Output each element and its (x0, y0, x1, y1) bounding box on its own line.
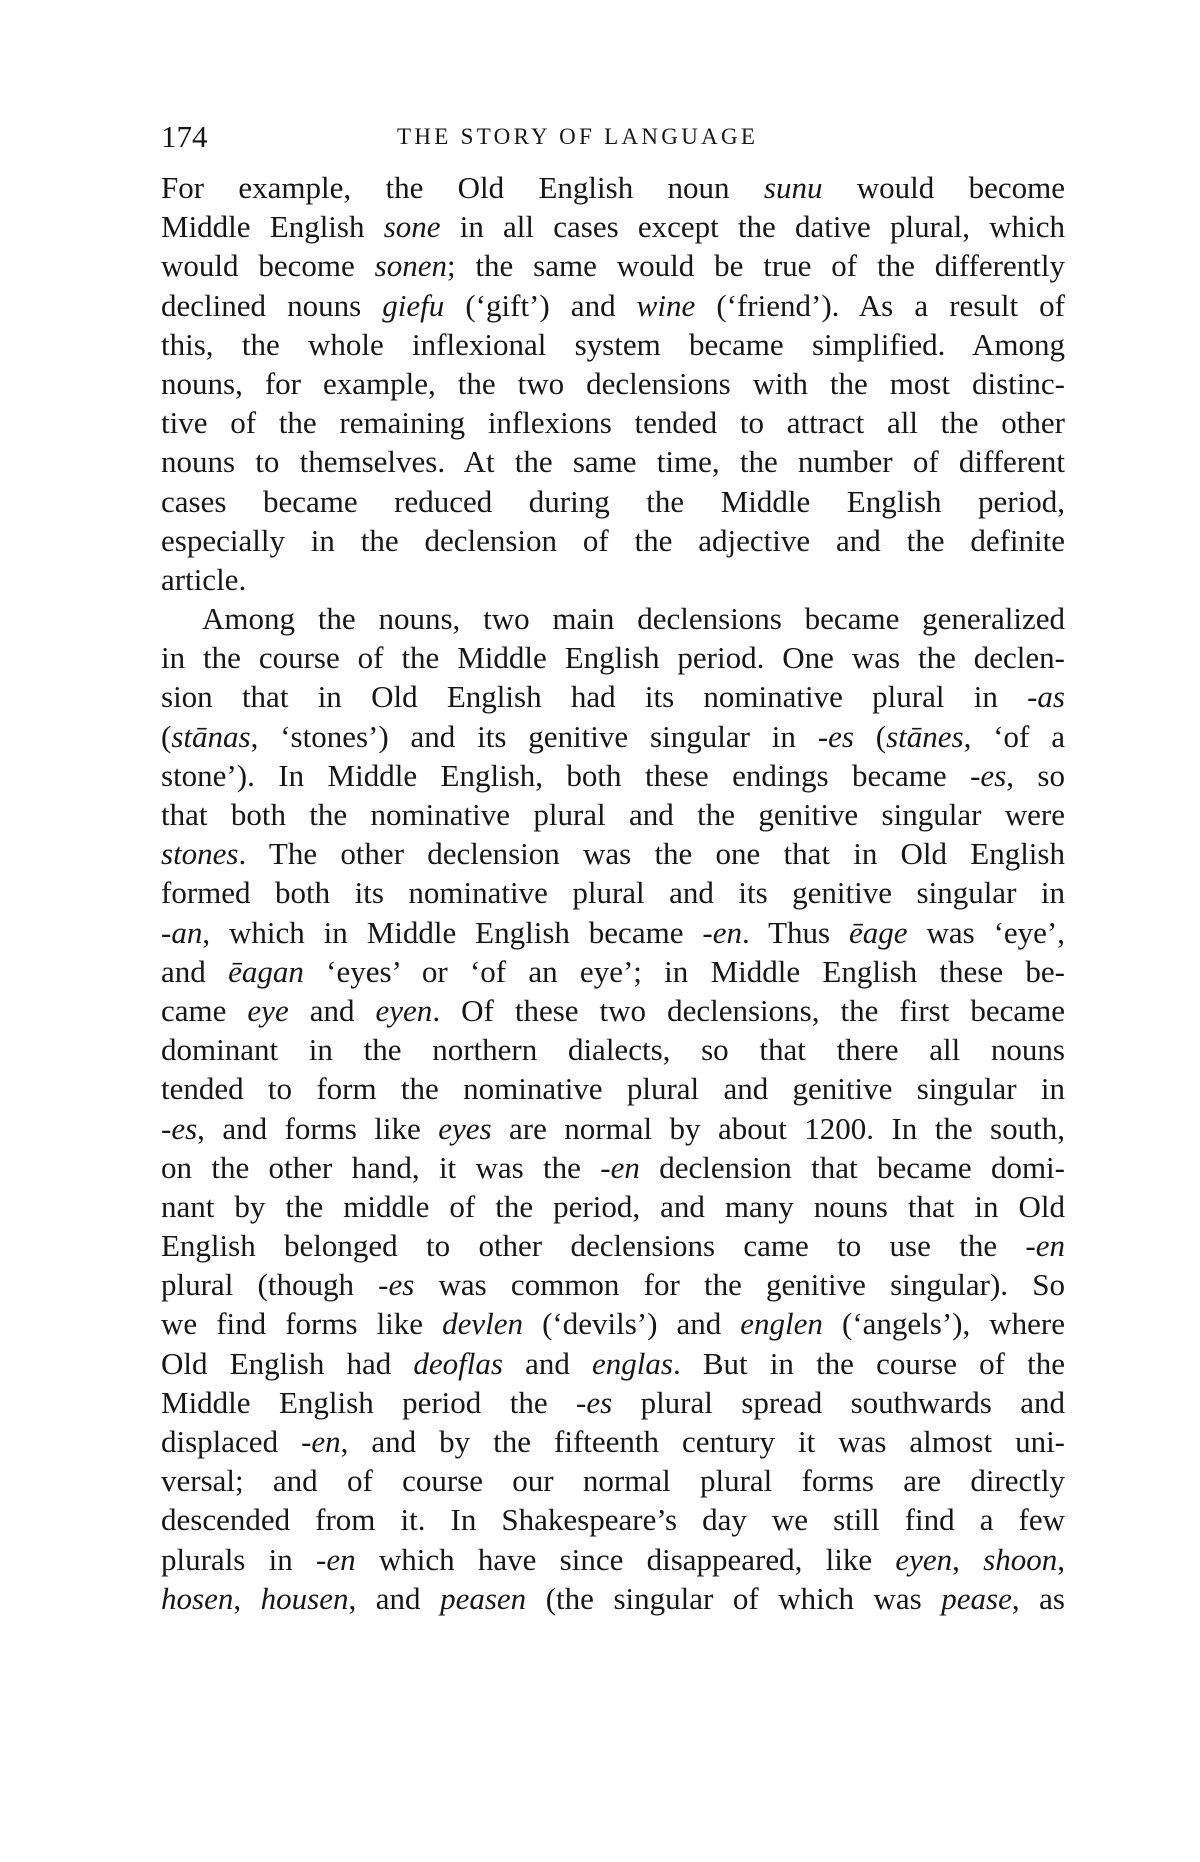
text-run: , (233, 1580, 261, 1616)
text-run: and (161, 953, 229, 989)
text-run: would become (822, 170, 1065, 205)
text-run: formed both its nominative plural and its genitive singular in (161, 875, 1065, 911)
italic-term: pease (941, 1580, 1012, 1616)
text-run: . Thus (741, 914, 849, 950)
text-run: in all cases except the dative plural, which (440, 209, 1065, 245)
italic-term: -es (378, 1267, 415, 1303)
text-run: we find forms like (161, 1306, 443, 1342)
text-run: are normal by about 1200. In the south, (491, 1110, 1065, 1146)
italic-term: housen (260, 1580, 349, 1616)
text-line (161, 756, 1065, 795)
text-run: (‘friend’). As a result of (695, 287, 1065, 323)
page-header (161, 112, 1061, 162)
text-run: which have since disappeared, like (355, 1541, 896, 1577)
text-line (161, 1226, 1065, 1265)
text-run: , (1057, 1541, 1065, 1577)
italic-term: eyen (895, 1541, 953, 1577)
text-run: plural (though (161, 1267, 379, 1303)
text-run: (‘devils’) and (523, 1306, 741, 1342)
text-run: Middle English (161, 209, 384, 245)
text-line (161, 364, 1065, 403)
italic-term: stānas (171, 718, 251, 754)
text-run: plural spread southwards and (612, 1384, 1065, 1420)
text-line (161, 991, 1065, 1030)
text-run: Old English had (161, 1345, 414, 1381)
text-run: would become (161, 248, 375, 284)
text-run: was common for the genitive singular). So (414, 1267, 1065, 1303)
italic-term: englas (592, 1345, 673, 1381)
text-line (161, 325, 1065, 364)
text-line (161, 913, 1065, 952)
text-run: ( (161, 718, 172, 754)
italic-term: -en (316, 1541, 356, 1577)
text-run: that both the nominative plural and the genitive singular were (161, 797, 1065, 832)
text-run: For example, the Old English noun (161, 170, 764, 205)
text-run: , which in Middle English became (202, 914, 703, 950)
italic-term: -es (576, 1384, 613, 1420)
paragraph (161, 599, 1065, 1618)
text-line (161, 952, 1065, 991)
text-line (161, 442, 1065, 481)
text-run: tive of the remaining inflexions tended to attract all the other (161, 405, 1065, 441)
text-run: ‘eyes’ or ‘of an eye’; in Middle English these be- (303, 953, 1066, 989)
text-line (161, 717, 1065, 756)
text-line (161, 677, 1065, 716)
text-run: stone’). In Middle English, both these endings became (161, 757, 971, 793)
italic-term: deoflas (413, 1345, 503, 1381)
text-line (161, 168, 1065, 207)
text-run: and (288, 992, 376, 1028)
text-line (161, 1344, 1065, 1383)
text-line (161, 1187, 1065, 1226)
text-run: plurals in (161, 1541, 316, 1577)
italic-term: sunu (763, 170, 823, 205)
text-run: nant by the middle of the period, and many nouns that in Old (161, 1188, 1065, 1224)
text-line (161, 286, 1065, 325)
text-run: tended to form the nominative plural and genitive singular in (161, 1071, 1065, 1107)
text-run: Among the nouns, two main declensions became generalized (202, 601, 1065, 637)
text-line (161, 560, 1065, 599)
text-run: English belonged to other declensions came to use the (161, 1228, 1026, 1264)
italic-term: hosen (161, 1580, 234, 1616)
text-line (161, 403, 1065, 442)
text-run: , as (1011, 1580, 1065, 1616)
text-run: , (952, 1541, 984, 1577)
running-head: THE STORY OF LANGUAGE (397, 124, 759, 149)
text-run: . Of these two declensions, the first became (432, 992, 1066, 1028)
text-run: (‘gift’) and (444, 287, 637, 323)
italic-term: eye (247, 992, 289, 1028)
italic-term: -es (970, 757, 1007, 793)
italic-term: -es (161, 1110, 198, 1146)
text-run: . The other declension was the one that in Old English (238, 836, 1065, 872)
text-run: Middle English period the (161, 1384, 576, 1420)
text-run: was ‘eye’, (907, 914, 1065, 950)
italic-term: giefu (382, 287, 445, 323)
text-run: this, the whole inflexional system became simplified. Among (161, 326, 1065, 362)
text-run: descended from it. In Shakespeare’s day we still find a few (161, 1502, 1065, 1538)
italic-term: sonen (374, 248, 447, 284)
page-number: 174 (161, 119, 208, 154)
text-run: article. (161, 561, 247, 597)
text-run: (the singular of which was (526, 1580, 942, 1616)
text-run: came (161, 992, 248, 1028)
text-run: , so (1006, 757, 1065, 793)
text-line (161, 1304, 1065, 1343)
paragraph (161, 168, 1065, 599)
italic-term: -as (1027, 679, 1065, 715)
text-line (161, 1461, 1065, 1500)
italic-term: -es (817, 718, 854, 754)
text-run: nouns, for example, the two declensions with the most distinc- (161, 365, 1065, 401)
italic-term: ēagan (228, 953, 304, 989)
italic-term: -en (1025, 1228, 1065, 1264)
italic-term: -an (161, 914, 203, 950)
italic-term: stones (161, 836, 239, 872)
text-line (161, 1148, 1065, 1187)
text-run: declined nouns (161, 287, 383, 323)
italic-term: -en (600, 1149, 640, 1185)
text-line (161, 1383, 1065, 1422)
body-text (161, 168, 1065, 1618)
text-line (161, 1109, 1065, 1148)
text-line (161, 873, 1065, 912)
text-run: declension that became domi- (639, 1149, 1065, 1185)
italic-term: peasen (440, 1580, 527, 1616)
italic-term: sone (383, 209, 441, 245)
italic-term: devlen (442, 1306, 524, 1342)
text-line (161, 1579, 1065, 1618)
italic-term: englen (740, 1306, 823, 1342)
text-line (161, 246, 1065, 285)
text-run: , and (348, 1580, 441, 1616)
text-run: ; the same would be true of the differently (446, 248, 1065, 284)
text-run: and (502, 1345, 593, 1381)
text-line (161, 1422, 1065, 1461)
text-run: . But in the course of the (672, 1345, 1065, 1381)
text-run: dominant in the northern dialects, so that there all nouns (161, 1032, 1065, 1068)
italic-term: eyen (375, 992, 433, 1028)
italic-term: -en (301, 1424, 341, 1459)
text-run: (‘angels’), where (822, 1306, 1066, 1342)
text-line (161, 1030, 1065, 1069)
text-run: sion that in Old English had its nominative plural in (161, 679, 1028, 715)
text-run: , ‘of a (963, 718, 1065, 754)
text-line (161, 1500, 1065, 1539)
italic-term: stānes (886, 718, 964, 754)
italic-term: -en (702, 914, 742, 950)
text-line (161, 1540, 1065, 1579)
text-run: , and by the fifteenth century it was almost uni- (340, 1424, 1066, 1459)
text-run: , ‘stones’) and its genitive singular in (250, 718, 818, 754)
text-run: cases became reduced during the Middle English period, (161, 483, 1065, 519)
text-line (161, 521, 1065, 560)
text-run: on the other hand, it was the (161, 1149, 601, 1185)
italic-term: ēage (849, 914, 908, 950)
text-line (161, 482, 1065, 521)
text-line (161, 599, 1065, 638)
text-run: versal; and of course our normal plural forms are directly (161, 1463, 1065, 1499)
text-line (161, 207, 1065, 246)
text-run: ( (853, 718, 887, 754)
text-line (161, 795, 1065, 834)
text-line (161, 1069, 1065, 1108)
text-run: displaced (161, 1424, 302, 1459)
text-run: in the course of the Middle English period. One was the declen- (161, 640, 1065, 676)
italic-term: eyes (438, 1110, 492, 1146)
italic-term: shoon (983, 1541, 1058, 1577)
text-run: , and forms like (197, 1110, 439, 1146)
text-run: nouns to themselves. At the same time, the number of different (161, 444, 1065, 480)
text-line (161, 638, 1065, 677)
italic-term: wine (636, 287, 696, 323)
text-line (161, 1265, 1065, 1304)
text-line (161, 834, 1065, 873)
text-run: especially in the declension of the adjective and the definite (161, 522, 1065, 558)
